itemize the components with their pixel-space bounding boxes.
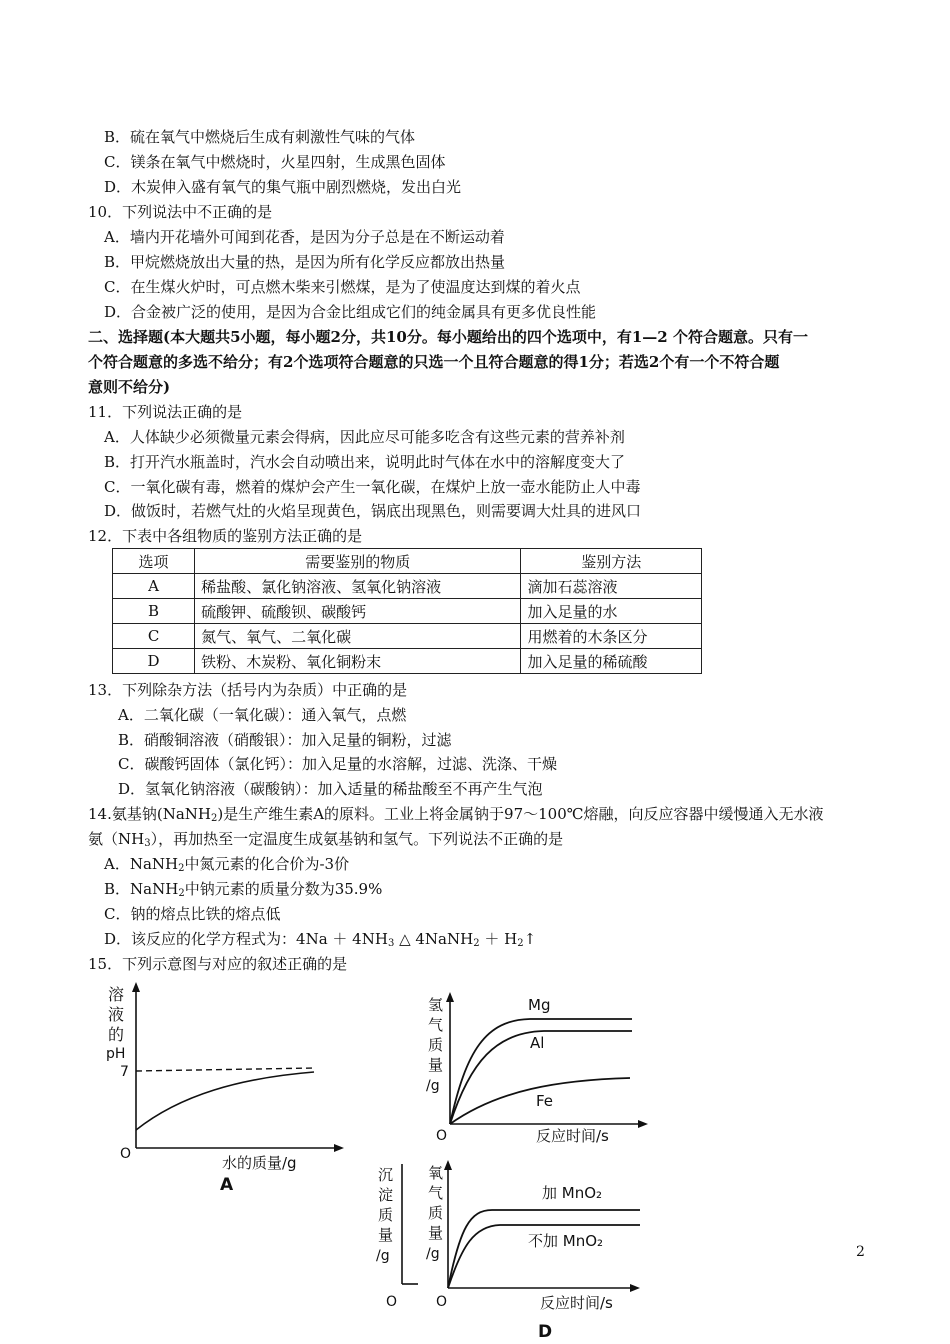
graph-a-xlabel: 水的质量/g <box>222 1154 297 1172</box>
arrow-right-icon <box>334 1144 344 1152</box>
graph-a-origin: O <box>120 1146 132 1162</box>
q10-option-c: C．在生煤火炉时，可点燃木柴来引燃煤，是为了使温度达到煤的着火点 <box>104 278 581 296</box>
graph-d-ylabel: /g <box>426 1246 440 1262</box>
q14-option-d: D．该反应的化学方程式为：$4Na + 4NH_3$ △ 4NaNH$_2$ ＋ $H_2↑$ <box>104 930 537 949</box>
table-row <box>113 624 702 649</box>
q14-option-b: B．NaNH$_2$中钠元素的质量分数为35.9% <box>104 880 383 899</box>
q14-option-c: C．钠的熔点比铁的熔点低 <box>104 905 281 923</box>
graph-a-ylabel: 溶 <box>108 985 125 1004</box>
graph-b-ylabel: 氢 <box>428 996 444 1014</box>
table-row <box>113 599 702 624</box>
q13-stem: 13．下列除杂方法（括号内为杂质）中正确的是 <box>88 681 408 699</box>
graph-a-seven: 7 <box>120 1064 129 1080</box>
q13-option-b: B．硝酸铜溶液（硝酸银）：加入足量的铜粉，过滤 <box>118 731 452 749</box>
table-header-row <box>113 549 702 574</box>
graph-b-series-label: Al <box>530 1034 545 1052</box>
table-cell: 氮气、氧气、二氧化碳 <box>195 624 521 649</box>
graph-c-ylabel: 沉 <box>378 1166 394 1184</box>
q15-stem: 15．下列示意图与对应的叙述正确的是 <box>88 955 348 973</box>
table-cell: B <box>113 599 195 624</box>
table-header: 选项 <box>113 549 195 574</box>
arrow-up-icon <box>446 992 454 1002</box>
graph-a-ylabel: 的 <box>108 1025 125 1044</box>
graph-a <box>100 980 350 1195</box>
q13-option-c: C．碳酸钙固体（氯化钙）：加入足量的水溶解，过滤、洗涤、干燥 <box>118 755 557 773</box>
graph-b-origin: O <box>436 1128 448 1144</box>
arrow-up-icon <box>132 982 140 992</box>
arrow-right-icon <box>630 1284 640 1292</box>
graph-d-series-label: 不加 MnO₂ <box>528 1232 604 1250</box>
graph-a-dashed-line <box>136 1068 315 1071</box>
graph-c-origin: O <box>386 1294 398 1310</box>
table-cell: 铁粉、木炭粉、氧化铜粉末 <box>195 649 521 674</box>
table-row <box>113 574 702 599</box>
graph-b-xlabel: 反应时间/s <box>536 1127 609 1145</box>
q10-option-a: A．墙内开花墙外可闻到花香，是因为分子总是在不断运动着 <box>104 228 505 246</box>
q10-stem: 10．下列说法中不正确的是 <box>88 203 273 221</box>
table-cell: 硫酸钾、硫酸钡、碳酸钙 <box>195 599 521 624</box>
graph-b-series-label: Mg <box>528 996 551 1014</box>
arrow-right-icon <box>638 1120 648 1128</box>
table-cell: D <box>113 649 195 674</box>
graph-c-ylabel: 质 <box>378 1206 394 1224</box>
graph-b-ylabel: 量 <box>428 1056 444 1074</box>
q11-stem: 11．下列说法正确的是 <box>88 403 243 421</box>
table-cell: 稀盐酸、氯化钠溶液、氢氧化钠溶液 <box>195 574 521 599</box>
graph-b-ylabel: /g <box>426 1078 440 1094</box>
page-number: 2 <box>856 1244 865 1260</box>
table-cell: 加入足量的水 <box>521 599 702 624</box>
graph-d-ylabel: 氧 <box>428 1164 444 1182</box>
q10-option-d: D．合金被广泛的使用，是因为合金比组成它们的纯金属具有更多优良性能 <box>104 303 597 321</box>
graph-d-ylabel: 气 <box>428 1184 444 1202</box>
graph-b-ylabel: 质 <box>428 1036 444 1054</box>
table-cell: C <box>113 624 195 649</box>
q9-option-d: D．木炭伸入盛有氧气的集气瓶中剧烈燃烧，发出白光 <box>104 178 462 196</box>
table-cell: A <box>113 574 195 599</box>
table-row <box>113 649 702 674</box>
graph-b-series-label: Fe <box>536 1092 554 1110</box>
q11-option-b: B．打开汽水瓶盖时，汽水会自动喷出来，说明此时气体在水中的溶解度变大了 <box>104 453 626 471</box>
graph-d-ylabel: 质 <box>428 1204 444 1222</box>
graph-b-ylabel: 气 <box>428 1016 444 1034</box>
arrow-up-icon <box>444 1160 452 1170</box>
graph-a-ylabel: pH <box>106 1046 126 1062</box>
graph-a-letter: A <box>220 1175 234 1195</box>
graph-a-curve <box>136 1072 314 1130</box>
section2-line2: 个符合题意的多选不给分；有2个选项符合题意的只选一个且符合题意的得1分；若选2个有一个不符合题 <box>88 353 780 371</box>
section2-line1: 二、选择题(本大题共5小题，每小题2分，共10分。每小题给出的四个选项中，有1—2 个符合题意。只有一 <box>88 328 808 346</box>
graph-d-xlabel: 反应时间/s <box>540 1294 613 1312</box>
q12-table <box>112 548 702 674</box>
q13-option-a: A．二氧化碳（一氧化碳）：通入氧气，点燃 <box>118 706 407 724</box>
graph-b <box>418 990 658 1148</box>
q14-stem-line2: 氨$(NH_3)$，再加热至一定温度生成氨基钠和氢气。下列说法不正确的是 <box>88 830 564 849</box>
q9-option-c: C．镁条在氧气中燃烧时，火星四射，生成黑色固体 <box>104 153 446 171</box>
graph-d-origin: O <box>436 1294 448 1310</box>
graph-c-ylabel: /g <box>376 1248 390 1264</box>
q11-option-d: D．做饭时，若燃气灶的火焰呈现黄色，锅底出现黑色，则需要调大灶具的进风口 <box>104 502 642 520</box>
graph-d-series-label: 加 MnO₂ <box>542 1184 603 1202</box>
table-header: 鉴别方法 <box>521 549 702 574</box>
q11-option-c: C．一氧化碳有毒，燃着的煤炉会产生一氧化碳，在煤炉上放一壶水能防止人中毒 <box>104 478 641 496</box>
table-cell: 滴加石蕊溶液 <box>521 574 702 599</box>
table-cell: 加入足量的稀硫酸 <box>521 649 702 674</box>
q14-stem-line1: 14.氨基钠(NaNH$_2$)是生产维生素A的原料。工业上将金属钠于97～100℃熔融，向反应容器中缓慢通入无水液 <box>88 805 824 824</box>
q11-option-a: A．人体缺少必须微量元素会得病，因此应尽可能多吃含有这些元素的营养补剂 <box>104 428 625 446</box>
q14-option-a: A．NaNH$_2$中氮元素的化合价为-3价 <box>104 855 350 874</box>
q9-option-b: B．硫在氧气中燃烧后生成有刺激性气味的气体 <box>104 128 416 146</box>
graph-a-ylabel: 液 <box>108 1005 125 1024</box>
graph-d <box>420 1158 660 1342</box>
q12-stem: 12．下表中各组物质的鉴别方法正确的是 <box>88 527 363 545</box>
q10-option-b: B．甲烷燃烧放出大量的热，是因为所有化学反应都放出热量 <box>104 253 506 271</box>
graph-c-ylabel: 量 <box>378 1226 394 1244</box>
q13-option-d: D．氢氧化钠溶液（碳酸钠）：加入适量的稀盐酸至不再产生气泡 <box>118 780 543 798</box>
graph-d-ylabel: 量 <box>428 1224 444 1242</box>
graph-d-letter: D <box>538 1322 553 1342</box>
section2-line3: 意则不给分) <box>88 378 171 396</box>
graph-c-ylabel: 淀 <box>378 1186 394 1204</box>
table-header: 需要鉴别的物质 <box>195 549 521 574</box>
table-cell: 用燃着的木条区分 <box>521 624 702 649</box>
